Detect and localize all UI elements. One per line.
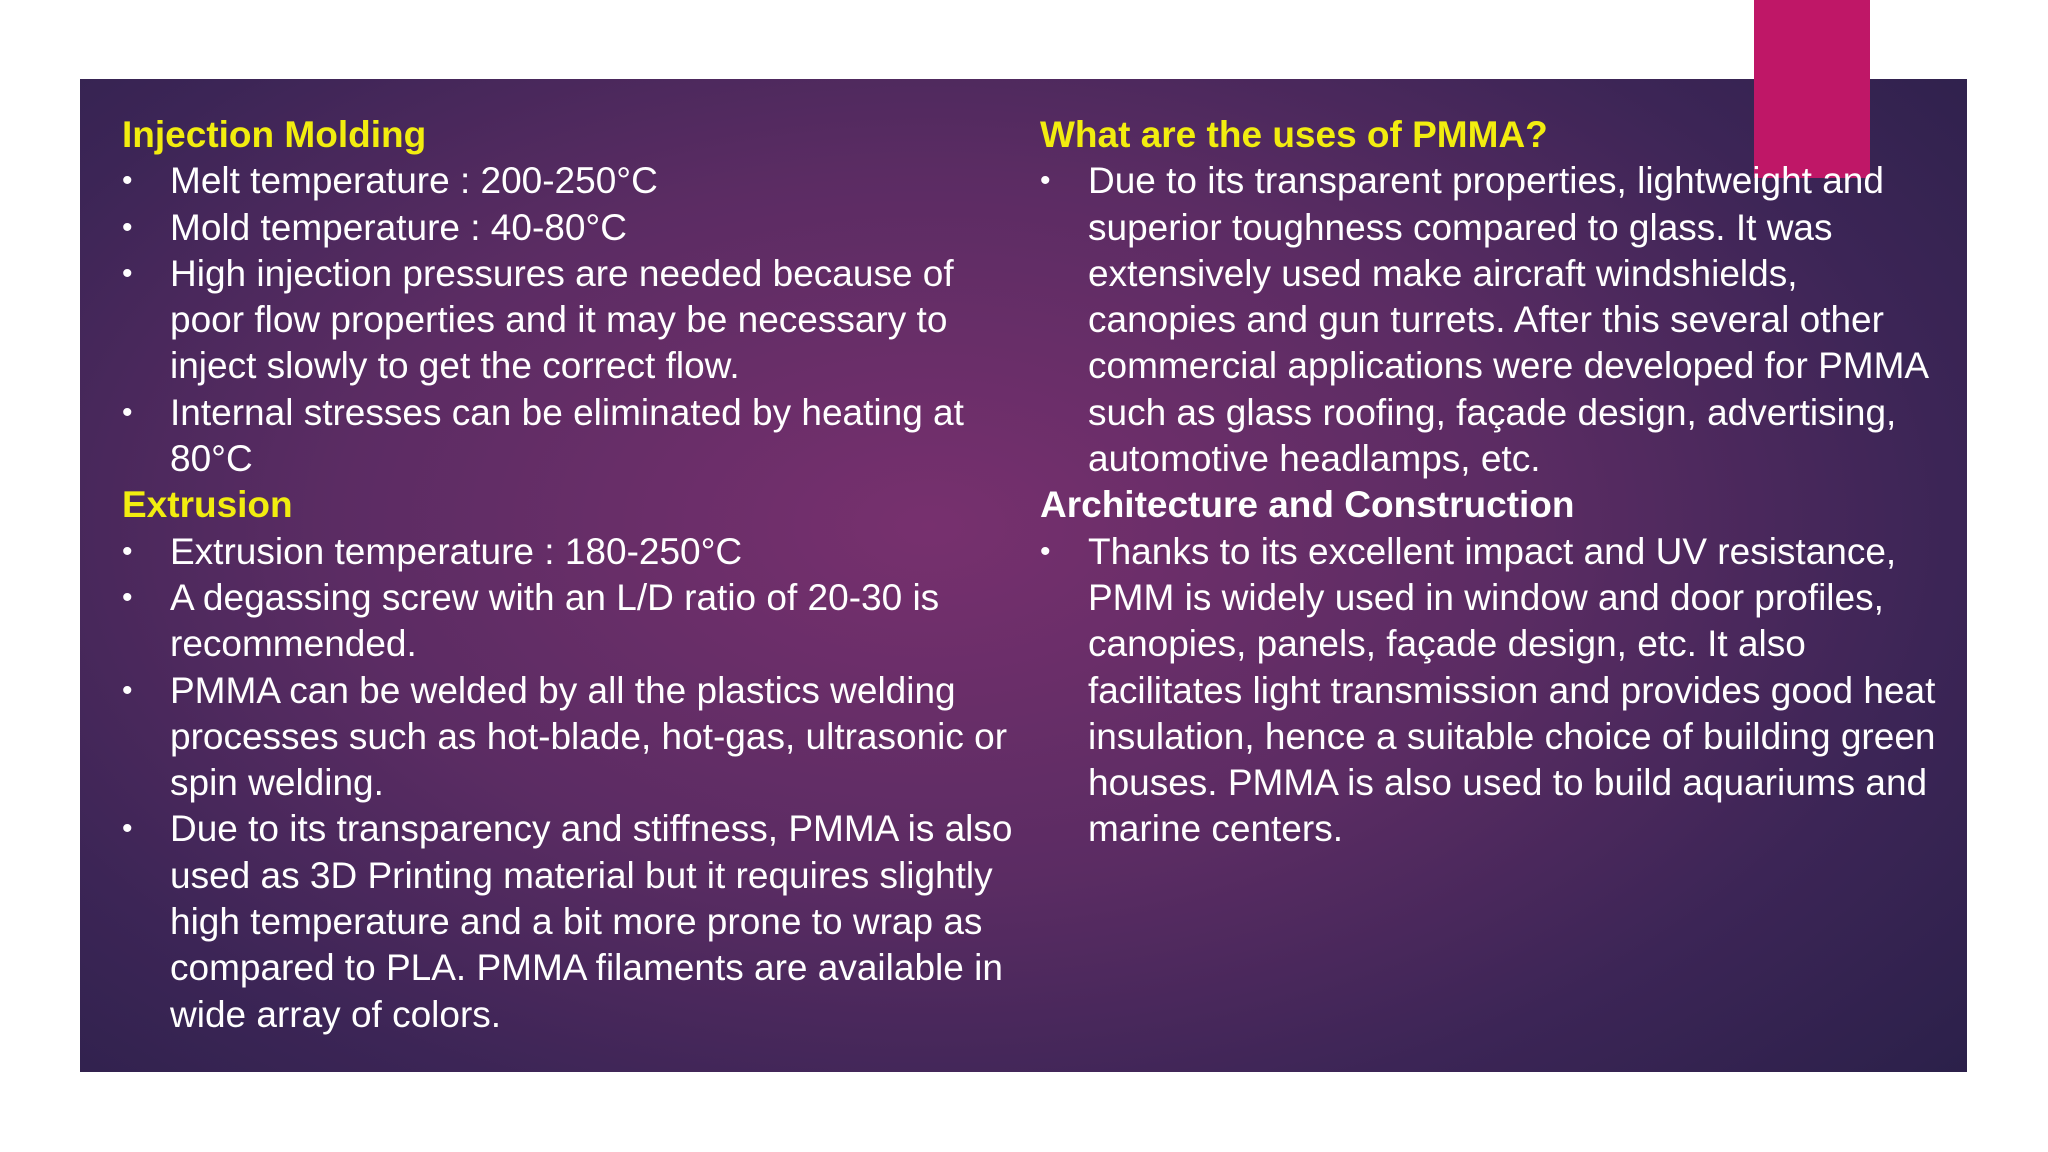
list-item: • A degassing screw with an L/D ratio of 20-30 is recommended. — [122, 576, 940, 665]
bullet-icon: • — [122, 395, 133, 429]
list-item: • Due to its transparency and stiffness, PMMA is also used as 3D Printing material but it requires slightly high temperature and a bit more prone to wrap as compared to PLA. PMMA filaments are available in wide array of colors. — [122, 808, 1013, 1035]
bullet-icon: • — [122, 534, 133, 568]
list-item: • Melt temperature : 200-250°C — [122, 158, 1022, 204]
heading-injection-molding: Injection Molding — [122, 114, 427, 155]
list-item: • Mold temperature : 40-80°C — [122, 205, 1022, 251]
left-column — [122, 112, 1022, 1038]
bullet-icon: • — [122, 580, 133, 614]
heading-architecture-construction: Architecture and Construction — [1040, 484, 1575, 526]
list-item: • PMMA can be welded by all the plastics welding processes such as hot-blade, hot-gas, ultrasonic or spin welding. — [122, 669, 1008, 804]
list-item: • Due to its transparent properties, lightweight and superior toughness compared to glass. It was extensively used make aircraft windshields, canopies and gun turrets. After this several other commercial applications were developed for PMMA such as glass roofing, façade design, advertising, automotive headlamps, etc. — [1040, 160, 1928, 480]
bullet-icon: • — [122, 210, 133, 244]
heading-extrusion: Extrusion — [122, 484, 293, 526]
extrusion-list — [122, 529, 1022, 1038]
bullet-icon: • — [1040, 164, 1051, 198]
bullet-icon: • — [1040, 534, 1051, 568]
uses-list — [1040, 158, 1940, 482]
heading-uses-of-pmma: What are the uses of PMMA? — [1040, 114, 1548, 155]
bullet-icon: • — [122, 673, 133, 707]
right-column — [1040, 112, 1940, 853]
bullet-icon: • — [122, 164, 133, 198]
bullet-icon: • — [122, 812, 133, 846]
injection-molding-list — [122, 158, 1022, 482]
list-item: • Extrusion temperature : 180-250°C — [122, 529, 1022, 575]
bullet-icon: • — [122, 256, 133, 290]
architecture-list — [1040, 529, 1940, 853]
list-item: • Thanks to its excellent impact and UV resistance, PMM is widely used in window and door profiles, canopies, panels, façade design, etc. It also facilitates light transmission and provides good heat insulation, hence a suitable choice of building green houses. PMMA is also used to build aquariums and marine centers. — [1040, 530, 1936, 850]
list-item: • High injection pressures are needed because of poor flow properties and it may be necessary to inject slowly to get the correct flow. — [122, 252, 954, 387]
list-item: • Internal stresses can be eliminated by heating at 80°C — [122, 391, 964, 480]
